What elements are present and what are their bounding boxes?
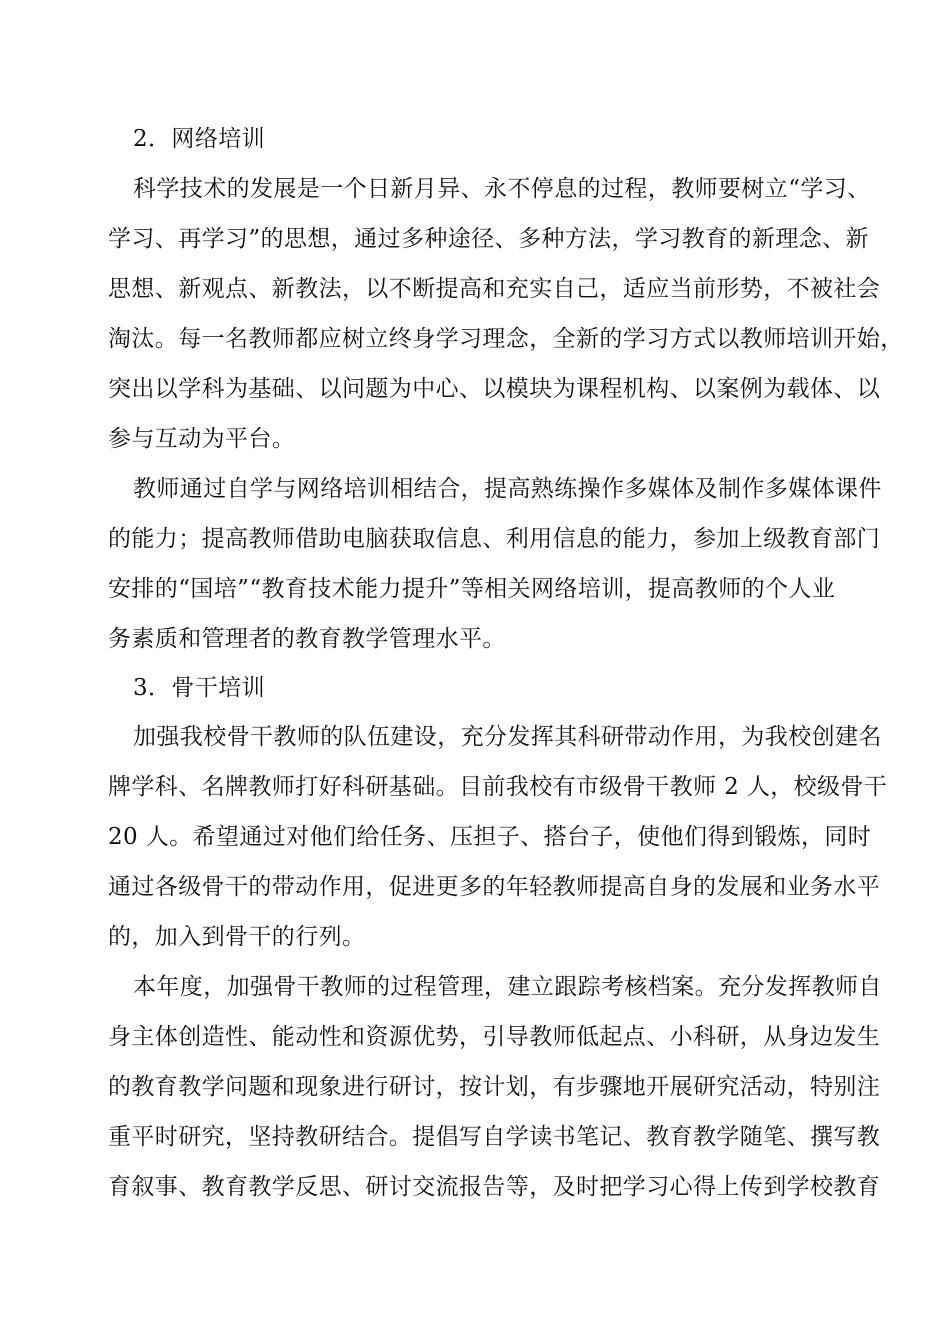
text-line: 淘汰。每一名教师都应树立终身学习理念，全新的学习方式以教师培训开始， [108,326,904,352]
text-line: 牌学科、名牌教师打好科研基础。目前我校有市级骨干教师 2 人，校级骨干 [108,774,888,800]
text-line: 身主体创造性、能动性和资源优势，引导教师低起点、小科研，从身边发生 [108,1024,881,1050]
text-line: 通过各级骨干的带动作用，促进更多的年轻教师提高自身的发展和业务水平 [108,874,881,900]
text-line: 参与互动为平台。 [108,426,296,452]
text-line: 务素质和管理者的教育教学管理水平。 [108,626,506,652]
text-line: 的能力；提高教师借助电脑获取信息、利用信息的能力，参加上级教育部门 [108,526,881,552]
text-line: 安排的“国培”“教育技术能力提升”等相关网络培训，提高教师的个人业 [108,576,836,602]
heading-network-training: 2．网络培训 [133,126,266,152]
text-line: 本年度，加强骨干教师的过程管理，建立跟踪考核档案。充分发挥教师自 [133,974,882,1000]
text-line: 的教育教学问题和现象进行研讨，按计划，有步骤地开展研究活动，特别注 [108,1074,881,1100]
text-line: 加强我校骨干教师的队伍建设，充分发挥其科研带动作用，为我校创建名 [133,724,882,750]
text-line: 突出以学科为基础、以问题为中心、以模块为课程机构、以案例为载体、以 [108,376,881,402]
text-line: 科学技术的发展是一个日新月异、永不停息的过程，教师要树立“学习、 [133,176,871,202]
text-line: 育叙事、教育教学反思、研讨交流报告等，及时把学习心得上传到学校教育 [108,1174,881,1200]
text-line: 重平时研究，坚持教研结合。提倡写自学读书笔记、教育教学随笔、撰写教 [108,1124,881,1150]
heading-backbone-training: 3．骨干培训 [133,675,266,701]
text-line: 思想、新观点、新教法，以不断提高和充实自己，适应当前形势，不被社会 [108,276,881,302]
text-line: 学习、再学习”的思想，通过多种途径、多种方法，学习教育的新理念、新 [108,226,869,252]
text-line: 的，加入到骨干的行列。 [108,924,366,950]
text-line: 教师通过自学与网络培训相结合，提高熟练操作多媒体及制作多媒体课件 [133,476,882,502]
text-line: 20 人。希望通过对他们给任务、压担子、搭台子，使他们得到锻炼，同时 [108,824,872,850]
